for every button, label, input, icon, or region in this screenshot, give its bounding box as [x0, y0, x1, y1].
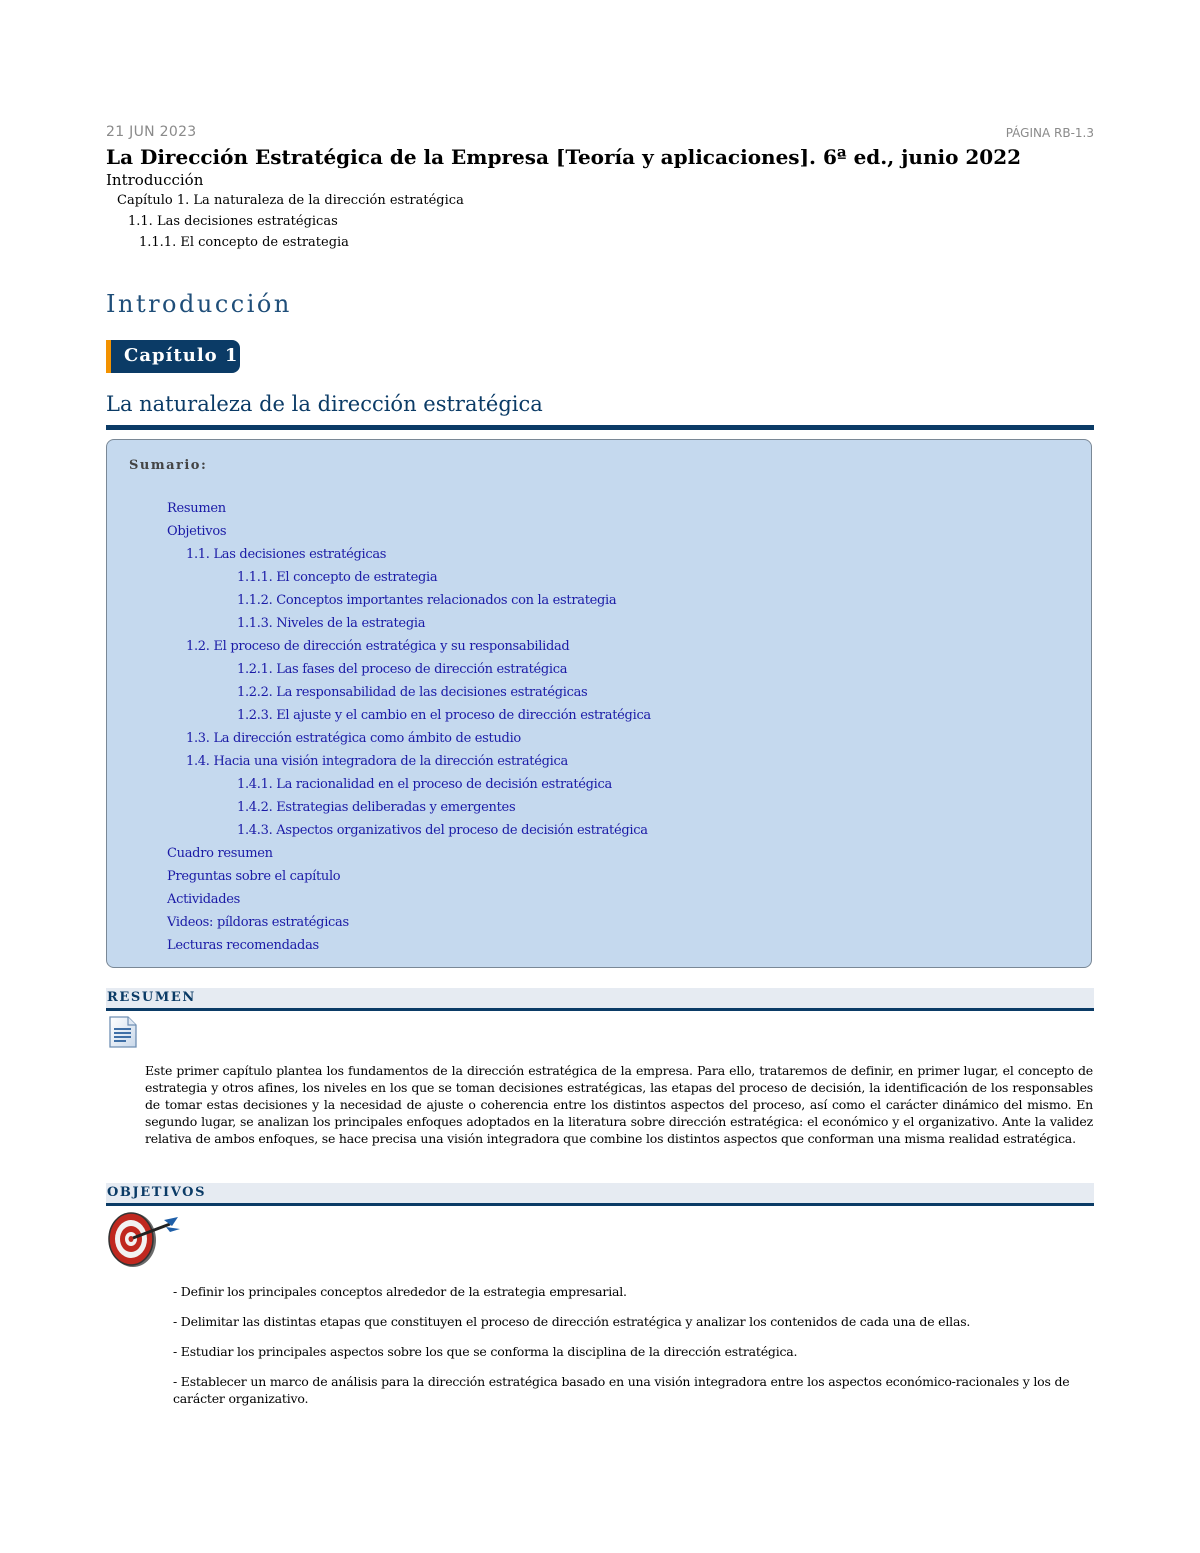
chapter-badge — [106, 340, 240, 373]
sumario-link[interactable]: Actividades — [167, 892, 241, 907]
header-date: 21 JUN 2023 — [106, 124, 197, 140]
breadcrumb-introduccion[interactable]: Introducción — [106, 171, 204, 189]
sumario-link[interactable]: 1.4.2. Estrategias deliberadas y emergentes — [237, 800, 516, 815]
objetivo-item: - Estudiar los principales aspectos sobre los que se conforma la disciplina de la dirección estratégica. — [173, 1344, 798, 1359]
objetivo-item: - Definir los principales conceptos alrededor de la estrategia empresarial. — [173, 1284, 627, 1299]
chapter-title: La naturaleza de la dirección estratégica — [106, 392, 543, 416]
resumen-heading: RESUMEN — [107, 990, 196, 1005]
objetivo-item: - Establecer un marco de análisis para la dirección estratégica basado en una visión integradora entre los aspectos económico-racionales y los de carácter organizativo. — [173, 1374, 1070, 1406]
objetivos-heading: OBJETIVOS — [107, 1185, 207, 1200]
sumario-link[interactable]: 1.1.3. Niveles de la estrategia — [237, 616, 426, 631]
section-title: Introducción — [106, 290, 292, 318]
document-icon — [107, 1015, 139, 1049]
sumario-link[interactable]: Cuadro resumen — [167, 846, 273, 861]
header-page-label: PÁGINA RB-1.3 — [1005, 126, 1094, 140]
chapter-badge-label: Capítulo 1 — [124, 345, 239, 366]
sumario-link[interactable]: Videos: píldoras estratégicas — [167, 915, 349, 930]
sumario-link[interactable]: Lecturas recomendadas — [167, 938, 319, 953]
sumario-link[interactable]: 1.2. El proceso de dirección estratégica y su responsabilidad — [186, 639, 570, 654]
book-title: La Dirección Estratégica de la Empresa [Teoría y aplicaciones]. 6ª ed., junio 2022 — [106, 145, 1022, 169]
sumario-link[interactable]: 1.4. Hacia una visión integradora de la dirección estratégica — [186, 754, 568, 769]
sumario-link[interactable]: 1.1. Las decisiones estratégicas — [186, 547, 387, 562]
sumario-link[interactable]: 1.4.1. La racionalidad en el proceso de decisión estratégica — [237, 777, 612, 792]
objetivos-heading-bar — [106, 1183, 1094, 1206]
page-header — [106, 124, 1094, 142]
objetivo-item: - Delimitar las distintas etapas que constituyen el proceso de dirección estratégica y analizar los contenidos de cada una de ellas. — [173, 1314, 971, 1329]
resumen-heading-bar — [106, 988, 1094, 1011]
resumen-text: Este primer capítulo plantea los fundamentos de la dirección estratégica de la empresa. Para ello, trataremos de definir, en primer lugar, el concepto de estrategia y otros afines, los niveles en los que se toman decisiones estratégicas, las etapas del proceso de decisión, la identificación de los responsables de tomar estas decisiones y la necesidad de ajuste o coherencia entre los distintos aspectos del proceso, así como el carácter dinámico del mismo. En segundo lugar, se analizan los principales enfoques adoptados en la literatura sobre dirección estratégica: el económico y el organizativo. Ante la validez relativa de ambos enfoques, se hace precisa una visión integradora que combine los distintos aspectos que conforman una misma realidad estratégica. — [145, 1063, 1093, 1146]
sumario-link[interactable]: 1.4.3. Aspectos organizativos del proceso de decisión estratégica — [237, 823, 648, 838]
sumario-link[interactable]: 1.2.3. El ajuste y el cambio en el proceso de dirección estratégica — [237, 708, 651, 723]
sumario-link[interactable]: 1.1.2. Conceptos importantes relacionados con la estrategia — [237, 593, 617, 608]
breadcrumb-subsection[interactable]: 1.1.1. El concepto de estrategia — [139, 235, 349, 250]
sumario-link[interactable]: 1.1.1. El concepto de estrategia — [237, 570, 438, 585]
sumario-box — [106, 439, 1092, 968]
sumario-link[interactable]: 1.3. La dirección estratégica como ámbito de estudio — [186, 731, 521, 746]
target-icon — [106, 1207, 182, 1269]
chapter-divider — [106, 425, 1094, 430]
breadcrumb-section[interactable]: 1.1. Las decisiones estratégicas — [128, 214, 338, 229]
sumario-link[interactable]: 1.2.1. Las fases del proceso de dirección estratégica — [237, 662, 568, 677]
sumario-link[interactable]: Objetivos — [167, 524, 227, 539]
sumario-link[interactable]: 1.2.2. La responsabilidad de las decisiones estratégicas — [237, 685, 588, 700]
sumario-label: Sumario: — [129, 458, 208, 473]
breadcrumb-capitulo[interactable]: Capítulo 1. La naturaleza de la dirección estratégica — [117, 193, 464, 208]
sumario-link[interactable]: Resumen — [167, 501, 226, 516]
sumario-link[interactable]: Preguntas sobre el capítulo — [167, 869, 341, 884]
